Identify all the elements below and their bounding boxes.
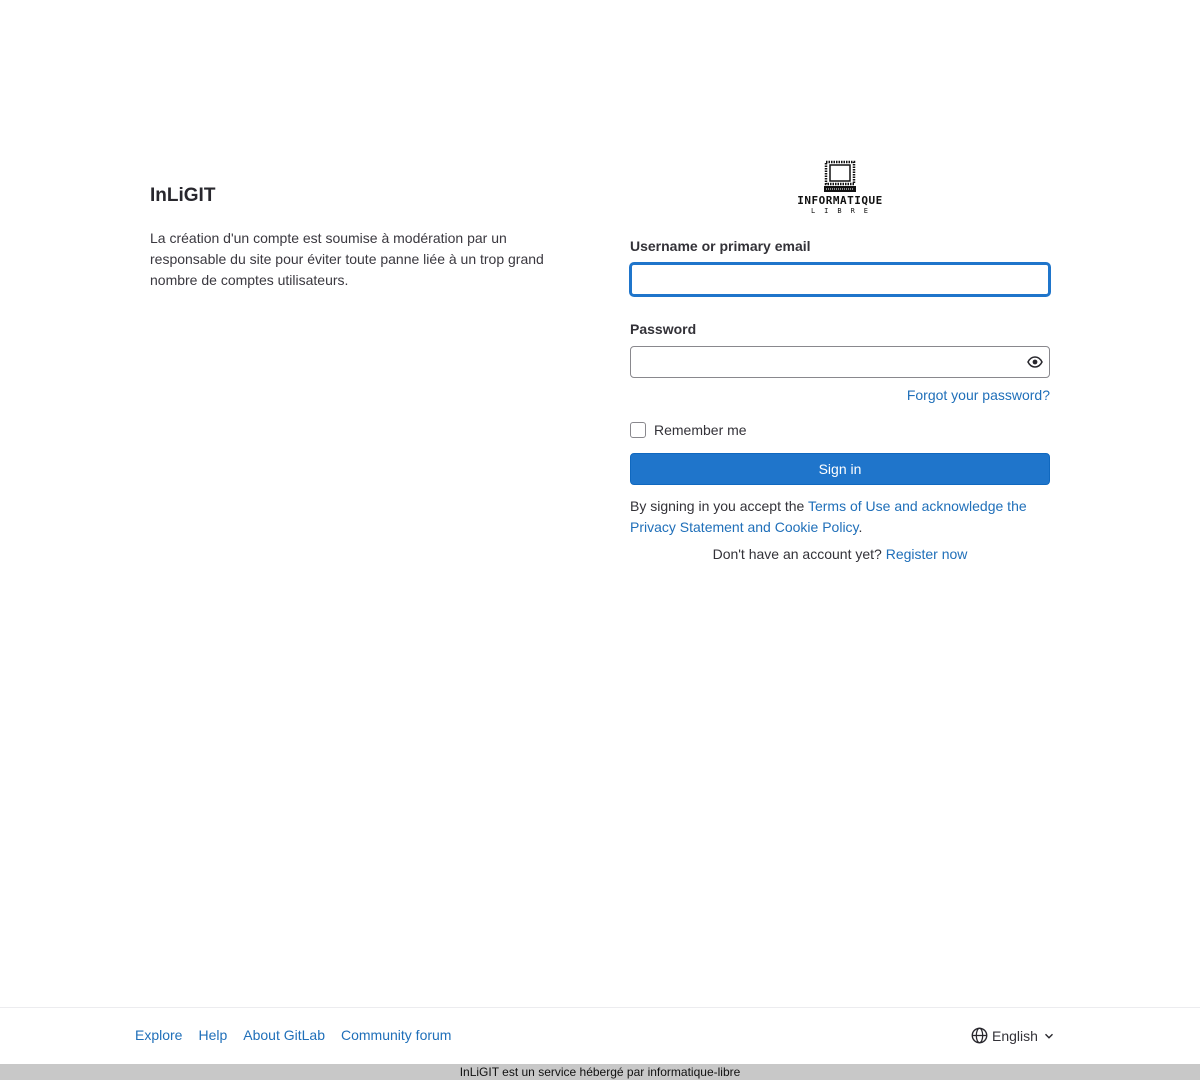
username-input[interactable] — [630, 263, 1050, 296]
remember-me-row — [630, 422, 1050, 438]
site-title: InLiGIT — [150, 185, 216, 206]
eye-icon[interactable] — [1026, 353, 1044, 371]
remember-me-label[interactable]: Remember me — [654, 422, 747, 438]
informatique-libre-logo — [794, 160, 886, 224]
password-label: Password — [630, 321, 697, 337]
footer-links — [135, 1027, 451, 1043]
sign-in-form — [630, 160, 1050, 562]
terms-prefix: By signing in you accept the — [630, 498, 808, 514]
sign-in-button[interactable]: Sign in — [630, 453, 1050, 485]
register-prefix: Don't have an account yet? — [712, 546, 886, 562]
chevron-down-icon — [1042, 1029, 1056, 1043]
logo-word: INFORMATIQUE — [797, 194, 883, 207]
password-input[interactable] — [630, 346, 1050, 378]
username-label: Username or primary email — [630, 238, 811, 254]
terms-suffix: . — [858, 519, 863, 535]
terms-notice — [630, 496, 1050, 538]
footer-link-explore[interactable]: Explore — [135, 1027, 183, 1043]
password-wrapper — [630, 346, 1050, 378]
username-field-group — [630, 238, 1050, 296]
remember-me-checkbox[interactable] — [630, 422, 646, 438]
forgot-row — [630, 387, 1050, 405]
footer-link-about-gitlab[interactable]: About GitLab — [243, 1027, 325, 1043]
intro-panel — [150, 184, 550, 291]
globe-icon — [971, 1027, 988, 1044]
hosting-notice-bar — [0, 1064, 1200, 1080]
password-field-group — [630, 321, 1050, 405]
site-description: La création d'un compte est soumise à modération par un responsable du site pour éviter toute panne liée à un trop grand nombre de comptes utilisateurs. — [150, 230, 544, 288]
forgot-password-link[interactable]: Forgot your password? — [906, 387, 1050, 403]
logo-subword: LIBRE — [810, 207, 878, 215]
footer — [0, 1007, 1200, 1064]
language-label: English — [992, 1027, 1038, 1044]
hosting-notice-text: InLiGIT est un service hébergé par informatique-libre — [459, 1065, 741, 1079]
language-selector[interactable] — [971, 1027, 1056, 1044]
footer-link-community-forum[interactable]: Community forum — [341, 1027, 452, 1043]
register-notice — [630, 546, 1050, 562]
terms-link[interactable]: Terms of Use and acknowledge the Privacy Statement and Cookie Policy — [630, 498, 1027, 535]
footer-link-help[interactable]: Help — [198, 1027, 228, 1043]
register-link[interactable]: Register now — [885, 546, 968, 562]
computer-icon — [823, 160, 857, 194]
